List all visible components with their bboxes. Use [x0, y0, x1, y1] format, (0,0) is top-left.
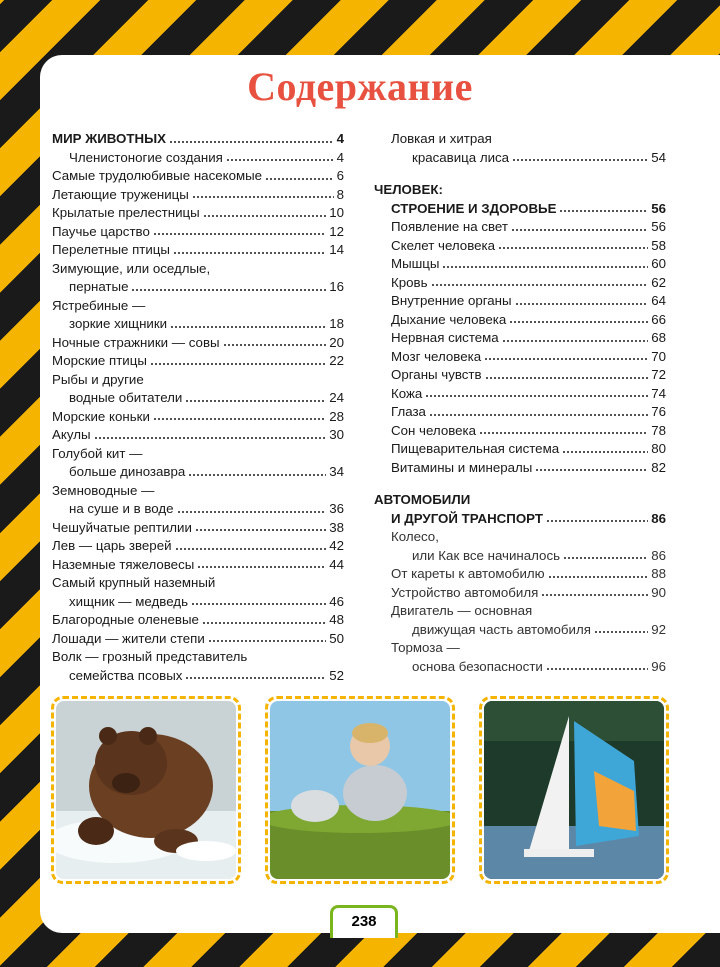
toc-leader-dots	[265, 177, 334, 181]
toc-entry-title: Двигатель — основная	[391, 603, 533, 618]
toc-leader-dots	[541, 593, 648, 597]
toc-entry-title: Летающие труженицы	[52, 186, 189, 202]
toc-entry-page: 92	[651, 621, 666, 637]
toc-entry-title: Лошади — жители степи	[52, 630, 205, 646]
toc-entry-page: 22	[329, 353, 344, 368]
toc-entry[interactable]	[52, 537, 344, 556]
toc-entry[interactable]	[374, 237, 666, 256]
toc-leader-dots	[208, 639, 326, 643]
toc-entry-title: Перелетные птицы	[52, 242, 170, 257]
toc-leader-dots	[94, 436, 327, 440]
toc-entry[interactable]	[52, 408, 344, 427]
toc-leader-dots	[511, 228, 648, 232]
toc-leader-dots	[197, 565, 326, 569]
toc-entry-title: на суше и в воде	[69, 501, 174, 516]
toc-entry[interactable]	[374, 348, 666, 367]
page-title: Содержание	[247, 64, 473, 109]
toc-entry-title: Кожа	[391, 385, 423, 401]
toc-entry[interactable]	[52, 556, 344, 575]
photo-child	[265, 696, 455, 884]
toc-leader-dots	[509, 320, 648, 324]
toc-entry-title: Кровь	[391, 274, 428, 290]
toc-entry-title: Зимующие, или оседлые,	[52, 260, 211, 276]
toc-leader-dots	[170, 325, 326, 329]
toc-entry[interactable]	[52, 630, 344, 649]
toc-entry-page: 76	[651, 404, 666, 419]
toc-entry-page: 12	[329, 223, 344, 239]
toc-entry-page: 46	[329, 593, 344, 609]
toc-entry-page: 48	[329, 612, 344, 627]
toc-entry-title: Акулы	[52, 427, 91, 442]
toc-entry-title: пернатые	[69, 279, 129, 294]
toc-entry-page: 82	[651, 459, 666, 475]
toc-entry[interactable]	[52, 297, 344, 316]
toc-entry-page: 50	[329, 630, 344, 646]
toc-entry[interactable]	[374, 200, 666, 219]
toc-leader-dots	[202, 621, 326, 625]
toc-entry-page: 60	[651, 256, 666, 271]
toc-entry-title: Мышцы	[391, 256, 440, 271]
toc-entry[interactable]	[52, 186, 344, 205]
toc-entry-page: 42	[329, 538, 344, 553]
toc-entry[interactable]	[374, 130, 666, 149]
toc-leader-dots	[185, 676, 326, 680]
toc-entry-page: 4	[336, 131, 344, 146]
toc-entry-title: МИР ЖИВОТНЫХ	[52, 131, 166, 146]
toc-entry[interactable]	[52, 519, 344, 538]
toc-entry[interactable]	[374, 329, 666, 348]
toc-entry-page: 64	[651, 293, 666, 308]
toc-entry-title: Самый крупный наземный	[52, 575, 216, 590]
toc-leader-dots	[153, 417, 326, 421]
toc-leader-dots	[191, 602, 326, 606]
toc-entry[interactable]	[374, 440, 666, 459]
toc-entry-title: Глаза	[391, 404, 426, 419]
toc-leader-dots	[195, 528, 326, 532]
toc-column-right	[374, 130, 666, 676]
toc-entry[interactable]	[52, 149, 344, 168]
toc-entry-title: водные обитатели	[69, 390, 183, 405]
toc-entry-page: 68	[651, 330, 666, 345]
toc-entry[interactable]	[374, 584, 666, 603]
toc-entry-title: Земноводные —	[52, 482, 155, 498]
toc-entry-title: Нервная система	[391, 330, 499, 345]
toc-entry[interactable]	[52, 260, 344, 279]
toc-entry-page: 28	[329, 408, 344, 424]
toc-entry[interactable]	[374, 403, 666, 422]
toc-entry-title: Благородные оленевые	[52, 612, 199, 627]
toc-entry[interactable]	[52, 593, 344, 612]
toc-leader-dots	[150, 362, 326, 366]
toc-leader-dots	[188, 473, 326, 477]
toc-entry[interactable]	[52, 241, 344, 260]
toc-leader-dots	[484, 357, 648, 361]
toc-entry-title: больше динозавра	[69, 464, 186, 479]
toc-entry-title: Морские коньки	[52, 408, 150, 424]
toc-entry-title: Мозг человека	[391, 348, 482, 364]
toc-entry[interactable]	[52, 278, 344, 297]
toc-entry-page: 90	[651, 584, 666, 600]
toc-entry-title: Самые трудолюбивые насекомые	[52, 168, 263, 183]
toc-entry-page: 6	[336, 168, 344, 183]
toc-entry-page: 56	[651, 200, 666, 216]
toc-entry-page: 62	[651, 274, 666, 290]
toc-entry-page: 10	[329, 205, 344, 220]
toc-leader-dots	[515, 302, 649, 306]
toc-entry-title: Наземные тяжеловесы	[52, 556, 195, 572]
toc-entry-title: Рыбы и другие	[52, 371, 144, 387]
toc-entry[interactable]	[374, 311, 666, 330]
toc-entry-title: Колесо,	[391, 529, 439, 544]
toc-entry-title: или Как все начиналось	[412, 547, 561, 563]
toc-entry-title: Органы чувств	[391, 367, 482, 382]
toc-leader-dots	[153, 232, 326, 236]
toc-entry[interactable]	[52, 167, 344, 186]
toc-entry-page: 66	[651, 311, 666, 327]
toc-entry[interactable]	[52, 371, 344, 390]
toc-entry-title: Ночные стражники — совы	[52, 334, 220, 350]
toc-entry-page: 88	[651, 566, 666, 581]
toc-entry-title: движущая часть автомобиля	[412, 621, 591, 637]
toc-entry-page: 44	[329, 556, 344, 572]
toc-entry-title: Скелет человека	[391, 237, 496, 253]
toc-entry-page: 86	[651, 510, 666, 526]
toc-leader-dots	[203, 214, 327, 218]
toc-entry-page: 80	[651, 441, 666, 456]
toc-leader-dots	[169, 140, 334, 144]
toc-leader-dots	[442, 265, 648, 269]
toc-entry[interactable]	[52, 667, 344, 686]
toc-entry[interactable]	[374, 459, 666, 478]
toc-entry-page: 54	[651, 149, 666, 165]
toc-entry[interactable]	[52, 389, 344, 408]
toc-entry[interactable]	[374, 547, 666, 566]
toc-entry-title: семейства псовых	[69, 667, 183, 683]
toc-entry[interactable]	[374, 639, 666, 658]
toc-leader-dots	[173, 251, 326, 255]
toc-entry[interactable]	[52, 334, 344, 353]
toc-entry[interactable]	[52, 352, 344, 371]
toc-entry[interactable]	[374, 491, 666, 510]
toc-entry-page: 38	[329, 519, 344, 535]
toc-leader-dots	[546, 519, 648, 523]
toc-entry-title: Появление на свет	[391, 219, 508, 234]
toc-entry-title: Голубой кит —	[52, 445, 143, 461]
toc-entry[interactable]	[374, 528, 666, 547]
toc-entry-page: 18	[329, 316, 344, 331]
toc-entry-page: 78	[651, 422, 666, 438]
toc-entry-title: хищник — медведь	[69, 593, 188, 609]
toc-entry-page: 16	[329, 279, 344, 294]
toc-entry[interactable]	[52, 482, 344, 501]
toc-entry-page: 70	[651, 348, 666, 364]
toc-entry-title: Паучье царство	[52, 223, 150, 239]
toc-leader-dots	[175, 547, 327, 551]
photo-sailboat	[479, 696, 669, 884]
toc-entry[interactable]	[374, 255, 666, 274]
toc-entry-title: Витамины и минералы	[391, 459, 533, 475]
toc-entry[interactable]	[374, 621, 666, 640]
toc-entry-page: 56	[651, 219, 666, 234]
toc-leader-dots	[431, 283, 649, 287]
toc-entry-page: 4	[336, 149, 344, 165]
toc-entry-page: 30	[329, 427, 344, 442]
toc-entry-title: Членистоногие создания	[69, 149, 223, 165]
toc-entry-title: основа безопасности	[412, 658, 543, 674]
toc-entry-title: ЧЕЛОВЕК:	[374, 182, 443, 197]
toc-entry[interactable]	[52, 130, 344, 149]
toc-entry-page: 36	[329, 501, 344, 516]
toc-entry-title: АВТОМОБИЛИ	[374, 492, 471, 507]
page-number: 238	[330, 905, 398, 938]
toc-leader-dots	[594, 630, 648, 634]
toc-entry[interactable]	[52, 426, 344, 445]
toc-entry[interactable]	[374, 510, 666, 529]
toc-entry-title: Морские птицы	[52, 353, 147, 368]
toc-entry[interactable]	[52, 574, 344, 593]
section-gap	[374, 167, 666, 181]
toc-entry[interactable]	[374, 602, 666, 621]
toc-leader-dots	[425, 394, 648, 398]
toc-leader-dots	[485, 376, 649, 380]
toc-entry[interactable]	[52, 204, 344, 223]
toc-entry-title: Устройство автомобиля	[391, 584, 539, 600]
toc-leader-dots	[563, 556, 648, 560]
toc-entry[interactable]	[374, 149, 666, 168]
toc-leader-dots	[502, 339, 649, 343]
toc-entry-page: 24	[329, 390, 344, 405]
toc-entry[interactable]	[52, 463, 344, 482]
toc-entry[interactable]	[374, 658, 666, 677]
toc-entry-page: 74	[651, 385, 666, 401]
toc-entry-title: Пищеварительная система	[391, 441, 560, 456]
toc-entry-title: Тормоза —	[391, 640, 460, 655]
toc-entry-title: От кареты к автомобилю	[391, 566, 545, 581]
toc-leader-dots	[479, 431, 648, 435]
toc-entry-title: СТРОЕНИЕ И ЗДОРОВЬЕ	[391, 200, 557, 216]
toc-entry-title: Дыхание человека	[391, 311, 507, 327]
toc-leader-dots	[185, 399, 326, 403]
toc-entry[interactable]	[52, 223, 344, 242]
toc-column-left	[52, 130, 344, 685]
toc-entry[interactable]	[374, 422, 666, 441]
toc-entry-title: Ловкая и хитрая	[391, 131, 492, 146]
toc-entry[interactable]	[52, 611, 344, 630]
toc-entry[interactable]	[374, 366, 666, 385]
toc-leader-dots	[512, 158, 648, 162]
toc-entry-page: 14	[329, 242, 344, 257]
toc-entry-page: 58	[651, 237, 666, 253]
toc-leader-dots	[535, 468, 648, 472]
toc-leader-dots	[226, 158, 334, 162]
toc-entry-title: Волк — грозный представитель	[52, 649, 248, 664]
toc-entry[interactable]	[374, 274, 666, 293]
toc-leader-dots	[562, 450, 648, 454]
toc-leader-dots	[498, 246, 648, 250]
toc-entry-title: Крылатые прелестницы	[52, 205, 200, 220]
toc-entry[interactable]	[374, 218, 666, 237]
toc-leader-dots	[192, 195, 334, 199]
toc-entry[interactable]	[52, 315, 344, 334]
toc-entry-title: Внутренние органы	[391, 293, 512, 308]
toc-entry-page: 20	[329, 334, 344, 350]
toc-entry-page: 72	[651, 367, 666, 382]
toc-entry-page: 86	[651, 547, 666, 563]
toc-entry-page: 52	[329, 667, 344, 683]
toc-entry[interactable]	[374, 385, 666, 404]
toc-entry-page: 8	[336, 186, 344, 202]
toc-entry[interactable]	[52, 648, 344, 667]
toc-leader-dots	[429, 413, 648, 417]
toc-entry-page: 34	[329, 464, 344, 479]
toc-entry-page: 96	[651, 658, 666, 674]
toc-entry[interactable]	[52, 500, 344, 519]
toc-entry-title: красавица лиса	[412, 149, 510, 165]
toc-leader-dots	[131, 288, 326, 292]
toc-leader-dots	[559, 209, 648, 213]
toc-entry-title: Сон человека	[391, 422, 477, 438]
toc-leader-dots	[177, 510, 327, 514]
toc-entry-title: И ДРУГОЙ ТРАНСПОРТ	[391, 510, 543, 526]
section-gap	[374, 477, 666, 491]
toc-entry-title: Ястребиные —	[52, 297, 146, 313]
toc-entry-title: Лев — царь зверей	[52, 538, 172, 553]
toc-entry-title: зоркие хищники	[69, 316, 168, 331]
toc-entry[interactable]	[374, 565, 666, 584]
toc-entry[interactable]	[52, 445, 344, 464]
toc-entry-title: Чешуйчатые рептилии	[52, 519, 192, 535]
toc-leader-dots	[546, 667, 648, 671]
toc-entry[interactable]	[374, 292, 666, 311]
photo-bear	[51, 696, 241, 884]
toc-leader-dots	[548, 575, 649, 579]
toc-entry[interactable]	[374, 181, 666, 200]
toc-leader-dots	[223, 343, 327, 347]
